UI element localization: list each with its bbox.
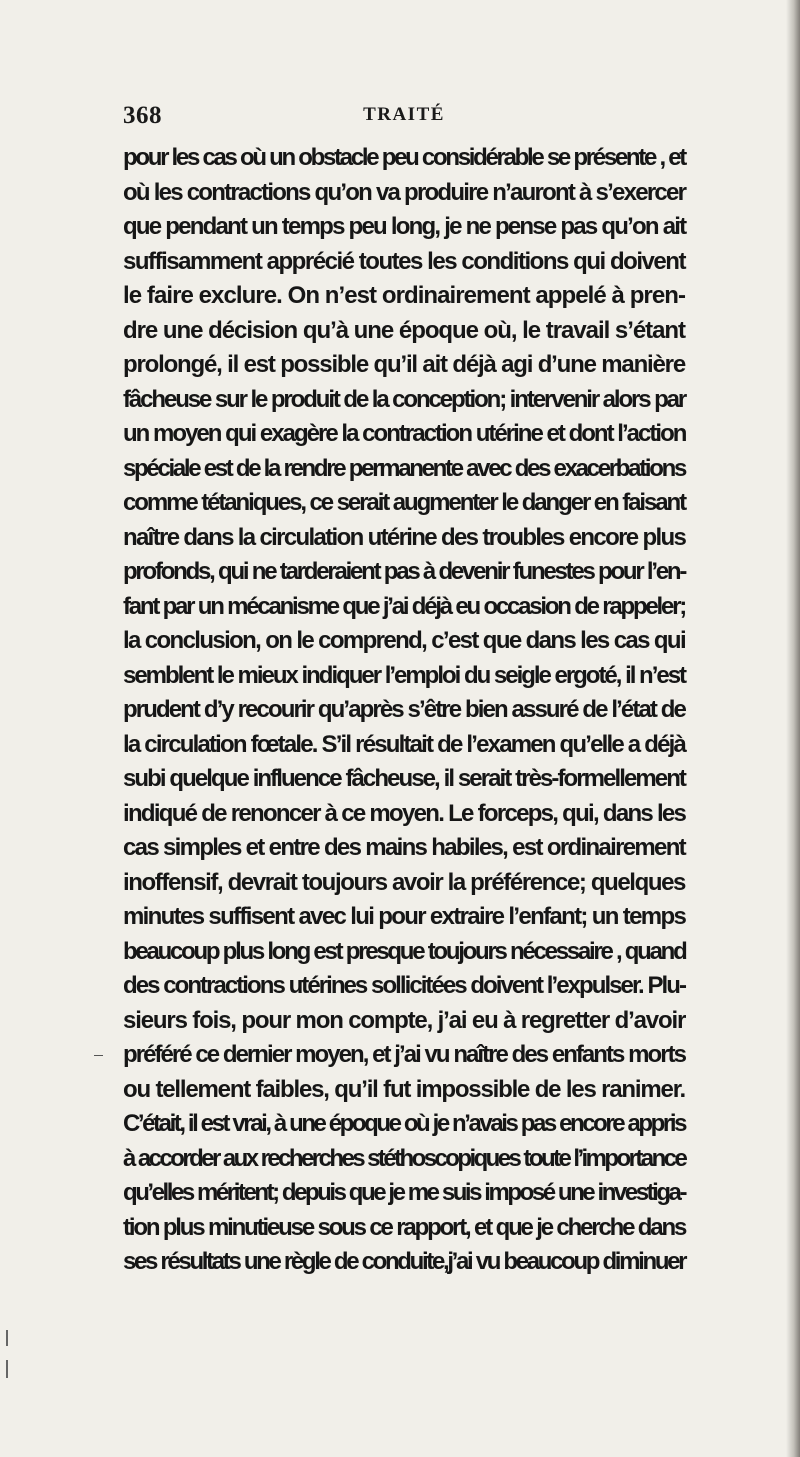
text-line: à accorder aux recherches stéthoscopiques toute l’importance [123, 1144, 686, 1172]
page-number: 368 [123, 102, 162, 129]
text-line: minutes suffisent avec lui pour extraire l’enfant; un temps [123, 903, 686, 930]
page-edge-shadow [786, 0, 800, 1457]
text-line: un moyen qui exagère la contraction utérine et dont l’action [123, 420, 686, 447]
text-line: C’était, il est vrai, à une époque où je n’avais pas encore appris [123, 1110, 685, 1137]
text-line: où les contractions qu’on va produire n’auront à s’exercer [123, 178, 686, 206]
text-line: ou tellement faibles, qu’il fut impossible de les ranimer. [123, 1075, 685, 1103]
text-line: sieurs fois, pour mon compte, j’ai eu à regretter d’avoir [123, 1006, 686, 1034]
scan-mark [6, 1330, 8, 1346]
text-line: ses résultats une règle de conduite,j’ai vu beaucoup diminuer [123, 1248, 686, 1275]
body-text [123, 141, 685, 1280]
text-line: la circulation fœtale. S’il résultait de l’examen qu’elle a déjà [123, 730, 685, 758]
text-line: indiqué de renoncer à ce moyen. Le forceps, qui, dans les [123, 799, 686, 827]
text-line: prudent d’y recourir qu’après s’être bien assuré de l’état de [123, 696, 685, 723]
text-line: pour les cas où un obstacle peu considérable se présente , et [123, 144, 685, 171]
text-line: la conclusion, on le comprend, c’est que dans les cas qui [123, 627, 685, 654]
text-line: comme tétaniques, ce serait augmenter le danger en faisant [123, 489, 685, 516]
text-line: inoffensif, devrait toujours avoir la préférence; quelques [123, 868, 685, 896]
text-line: cas simples et entre des mains habiles, est ordinairement [123, 834, 685, 861]
text-line: dre une décision qu’à une époque où, le travail s’étant [123, 316, 685, 344]
text-line: naître dans la circulation utérine des troubles encore plus [123, 523, 686, 551]
text-line: fâcheuse sur le produit de la conception; intervenir alors par [123, 385, 686, 413]
text-line: suffisamment apprécié toutes les conditions qui doivent [123, 247, 685, 275]
text-line: que pendant un temps peu long, je ne pense pas qu’on ait [123, 213, 686, 240]
text-line: le faire exclure. On n’est ordinairement appelé à pren- [123, 282, 685, 309]
text-line: préféré ce dernier moyen, et j’ai vu naître des enfants morts [123, 1041, 685, 1068]
running-head: TRAITÉ [363, 104, 445, 125]
text-line: qu’elles méritent; depuis que je me suis imposé une investiga- [123, 1179, 685, 1206]
scan-mark [6, 1360, 8, 1378]
text-line: prolongé, il est possible qu’il ait déjà agi d’une manière [123, 351, 685, 378]
text-line: spéciale est de la rendre permanente avec des exacerbations [123, 454, 685, 482]
text-line: tion plus minutieuse sous ce rapport, et que je cherche dans [123, 1213, 686, 1241]
text-line: fant par un mécanisme que j’ai déjà eu occasion de rappeler; [123, 592, 685, 620]
scan-mark [94, 1055, 103, 1056]
page-header [123, 98, 685, 132]
text-line: profonds, qui ne tarderaient pas à devenir funestes pour l’en- [123, 558, 686, 585]
text-line: subi quelque influence fâcheuse, il serait très-formellement [123, 765, 685, 792]
text-line: semblent le mieux indiquer l’emploi du seigle ergoté, il n’est [123, 661, 685, 689]
text-line: des contractions utérines sollicitées doivent l’expulser. Plu- [123, 972, 685, 999]
text-line: beaucoup plus long est presque toujours nécessaire , quand [123, 937, 686, 965]
